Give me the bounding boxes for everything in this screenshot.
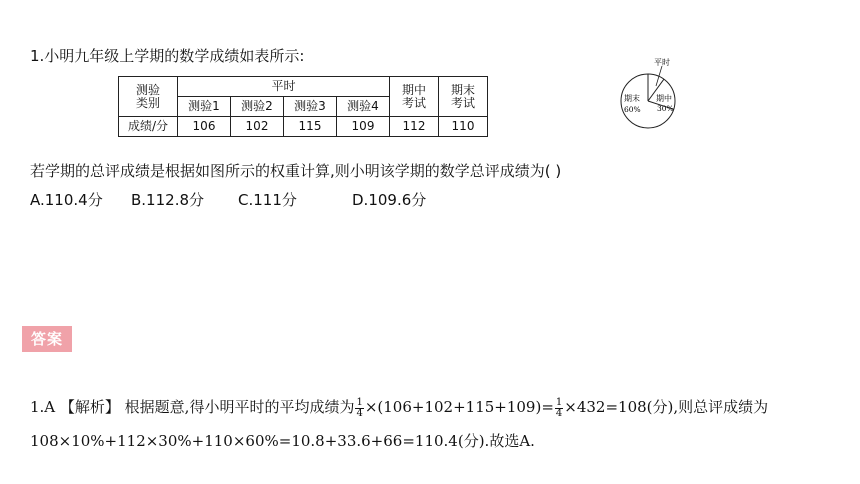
table-header-category: 测验 类别 bbox=[119, 77, 178, 117]
question-stem: 若学期的总评成绩是根据如图所示的权重计算,则小明该学期的数学总评成绩为( ) bbox=[30, 162, 562, 180]
explanation-text: 1.A 【解析】 根据题意,得小明平时的平均成绩为 bbox=[30, 398, 355, 416]
option-d: D.109.6分 bbox=[352, 191, 427, 209]
table-cell: 112 bbox=[390, 117, 439, 137]
pie-label-regular: 平时 bbox=[654, 58, 670, 67]
table-cell: 106 bbox=[178, 117, 231, 137]
table-cell: 115 bbox=[284, 117, 337, 137]
option-b: B.112.8分 bbox=[131, 191, 205, 209]
pie-label-midterm-pct: 30% bbox=[657, 104, 674, 113]
option-c: C.111分 bbox=[238, 191, 297, 209]
table-header-regular: 平时 bbox=[178, 77, 390, 97]
weight-pie-chart bbox=[606, 56, 696, 130]
table-header-final: 期末 考试 bbox=[439, 77, 488, 117]
table-row-label: 成绩/分 bbox=[119, 117, 178, 137]
answer-badge: 答案 bbox=[22, 326, 72, 352]
pie-label-final: 期末 bbox=[624, 94, 640, 103]
option-a: A.110.4分 bbox=[30, 191, 103, 209]
explanation-text: ×(106+102+115+109)= bbox=[364, 398, 554, 416]
question-title: 1.小明九年级上学期的数学成绩如表所示: bbox=[30, 47, 305, 65]
table-header-midterm: 期中 考试 bbox=[390, 77, 439, 117]
pie-label-midterm: 期中 bbox=[656, 94, 672, 103]
table-cell: 102 bbox=[231, 117, 284, 137]
fraction-one-quarter: $\frac{1}{4}$ bbox=[356, 396, 363, 419]
explanation-line-2: 108×10%+112×30%+110×60%=10.8+33.6+66=110.4(分).故选A. bbox=[30, 432, 535, 450]
pie-label-final-pct: 60% bbox=[624, 105, 641, 114]
table-cell: 110 bbox=[439, 117, 488, 137]
fraction-one-quarter: $\frac{1}{4}$ bbox=[555, 396, 563, 419]
table-header-test4: 测验4 bbox=[337, 97, 390, 117]
table-header-test1: 测验1 bbox=[178, 97, 231, 117]
explanation-text: ×432=108(分),则总评成绩为 bbox=[564, 398, 769, 416]
table-cell: 109 bbox=[337, 117, 390, 137]
table-header-test2: 测验2 bbox=[231, 97, 284, 117]
explanation-line-1 bbox=[30, 396, 768, 419]
score-table bbox=[118, 76, 488, 137]
table-header-test3: 测验3 bbox=[284, 97, 337, 117]
